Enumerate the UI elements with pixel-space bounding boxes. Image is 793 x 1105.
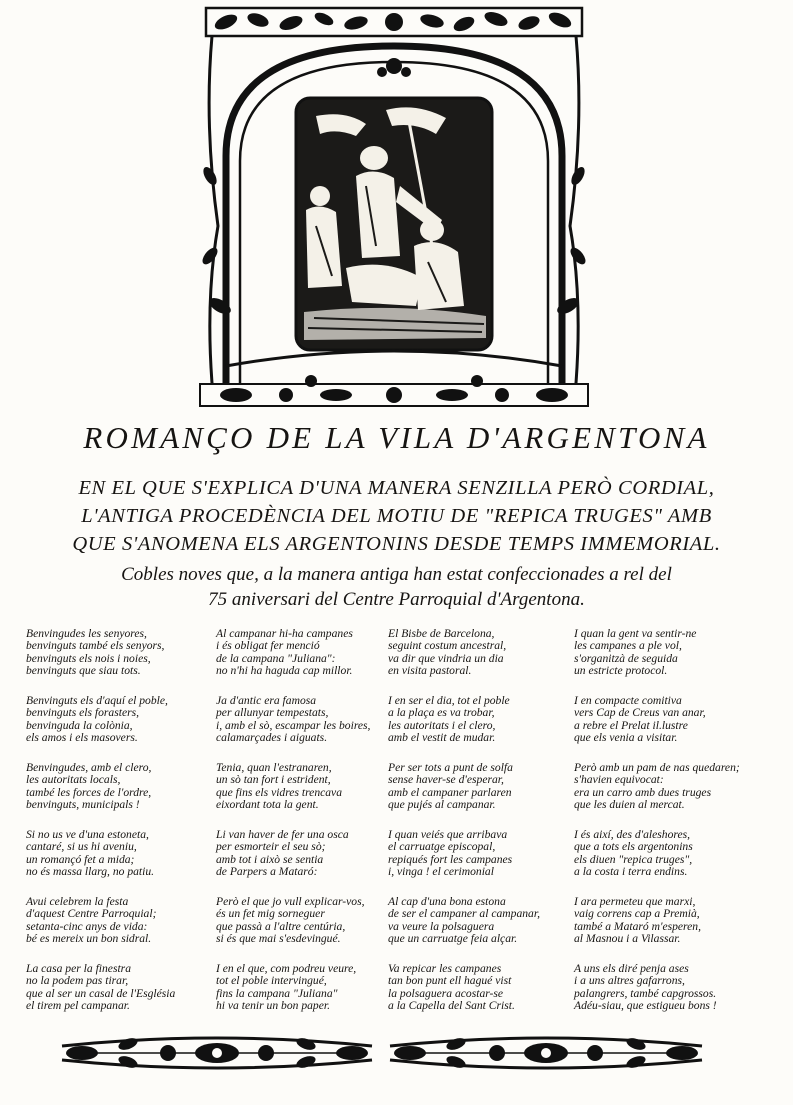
verse-line: benvinguts també els senyors, — [26, 639, 165, 653]
intro-line: 75 aniversari del Centre Parroquial d'Argentona. — [208, 589, 585, 610]
stanza — [216, 829, 406, 896]
verse-line: un estricte protocol. — [574, 663, 668, 677]
verse-line: que un carruatge feia alçar. — [388, 931, 518, 945]
verse-line: i és obligat fer menció — [216, 639, 320, 653]
stanza — [216, 628, 406, 695]
verse-line: tot el poble intervingué, — [216, 974, 327, 988]
verse-line: també les forces de l'ordre, — [26, 785, 152, 799]
verse-line: Si no us ve d'una estoneta, — [26, 828, 149, 841]
verse-line: setanta-cinc anys de vida: — [26, 919, 148, 933]
verse-line: Tenia, quan l'estranaren, — [216, 761, 332, 774]
verse-line: és un fet mig sorneguer — [216, 907, 325, 921]
verse-line: I en el que, com podreu veure, — [216, 962, 357, 975]
verse-line: si és que mai s'esdevingué. — [216, 931, 341, 945]
verse-line: que els venia a visitar. — [574, 730, 678, 744]
stanza — [388, 762, 578, 829]
verse-line: d'aquest Centre Parroquial; — [26, 907, 157, 921]
stanza — [26, 963, 216, 1030]
verse-line: benvinguts que siau tots. — [26, 663, 141, 677]
verse-line: hi va tenir un bon paper. — [216, 998, 330, 1012]
verse-line: El Bisbe de Barcelona, — [388, 627, 495, 640]
verse-line: I quan la gent va sentir-ne — [574, 627, 697, 640]
verse-line: benvinguts els nois i noies, — [26, 651, 151, 665]
subtitle-line: QUE S'ANOMENA ELS ARGENTONINS DESDE TEMPS IMMEMORIAL. — [72, 533, 721, 555]
verse-line: s'organitzà de seguida — [574, 651, 678, 665]
intro-line: Cobles noves que, a la manera antiga han estat confeccionades a rel del — [121, 564, 672, 585]
verse-line: no la podem pas tirar, — [26, 974, 129, 988]
stanza — [574, 829, 764, 896]
verse-line: no n'hi ha haguda cap millor. — [216, 663, 353, 677]
woodcut-illustration-frame — [196, 6, 592, 410]
intro-text — [30, 562, 763, 612]
stanza — [26, 762, 216, 829]
verse-column — [388, 628, 578, 1030]
subtitle — [30, 474, 763, 558]
verse-line: que passà a l'altre centúria, — [216, 919, 346, 933]
verse-line: de la campana "Juliana": — [216, 651, 336, 665]
verse-line: la polsaguera acostar-se — [388, 986, 504, 1000]
verse-line: sense haver-se d'esperar, — [388, 773, 504, 787]
subtitle-line: L'ANTIGA PROCEDÈNCIA DEL MOTIU DE "REPICA TRUGES" AMB — [81, 505, 712, 527]
verse-line: I en compacte comitiva — [574, 694, 682, 707]
verse-line: bé es mereix un bon sidral. — [26, 931, 152, 945]
verse-line: que les duien al mercat. — [574, 797, 685, 811]
verse-line: Li van haver de fer una osca — [216, 828, 349, 841]
verse-line: amb el vestit de mudar. — [388, 730, 496, 744]
verse-line: a la Capella del Sant Crist. — [388, 998, 515, 1012]
verse-line: eixordant tota la gent. — [216, 797, 319, 811]
verse-line: també a Mataró m'esperen, — [574, 919, 701, 933]
verse-line: Per ser tots a punt de solfa — [388, 761, 513, 774]
verse-line: seguint costum ancestral, — [388, 639, 507, 653]
verse-line: al Masnou i a Vilassar. — [574, 931, 681, 945]
verse-line: i a uns altres gafarrons, — [574, 974, 685, 988]
verse-line: La casa per la finestra — [26, 962, 131, 975]
verse-line: A uns els diré penja ases — [574, 962, 689, 975]
verse-line: el carruatge episcopal, — [388, 840, 496, 854]
verse-line: tan bon punt ell hagué vist — [388, 974, 512, 988]
verse-line: que al ser un casal de l'Església — [26, 986, 176, 1000]
stanza — [574, 695, 764, 762]
verse-line: i, vinga ! el cerimonial — [388, 864, 494, 878]
verse-line: va veure la polsaguera — [388, 919, 495, 933]
verse-line: Però amb un pam de nas quedaren; — [574, 761, 740, 774]
subtitle-line: EN EL QUE S'EXPLICA D'UNA MANERA SENZILLA PERÒ CORDIAL, — [78, 477, 715, 499]
verse-line: i, amb el sò, escampar les boires, — [216, 718, 371, 732]
verse-line: amb el campaner parlaren — [388, 785, 512, 799]
verse-line: Benvingudes les senyores, — [26, 627, 147, 640]
verse-column — [574, 628, 764, 1030]
verse-line: a la plaça es va trobar, — [388, 706, 495, 720]
verse-line: I en ser el dia, tot el poble — [388, 694, 510, 707]
verse-line: que a tots els argentonins — [574, 840, 693, 854]
verse-line: els amos i els masovers. — [26, 730, 138, 744]
verse-line: Però el que jo vull explicar-vos, — [216, 895, 365, 908]
verse-line: Ja d'antic era famosa — [216, 694, 317, 707]
verse-line: Va repicar les campanes — [388, 962, 502, 975]
verse-line: les autoritats locals, — [26, 773, 121, 787]
verse-line: per esmorteir el seu sò; — [216, 840, 326, 854]
stanza — [574, 963, 764, 1030]
stanza — [216, 695, 406, 762]
stanza — [26, 829, 216, 896]
stanza — [388, 628, 578, 695]
verse-line: benvinguts, municipals ! — [26, 797, 140, 811]
stanza — [388, 896, 578, 963]
stanza — [574, 762, 764, 829]
stanza — [26, 896, 216, 963]
verse-line: I ara permeteu que marxi, — [574, 895, 696, 908]
verse-line: I quan veiés que arribava — [388, 828, 508, 841]
verse-line: benvinguts els forasters, — [26, 706, 140, 720]
verse-line: repiqués fort les campanes — [388, 852, 513, 866]
verse-line: Benvinguts els d'aquí el poble, — [26, 694, 168, 707]
verse-line: benvinguda la colònia, — [26, 718, 133, 732]
verse-line: per allunyar tempestats, — [216, 706, 329, 720]
stanza — [388, 963, 578, 1030]
verse-line: de Parpers a Mataró: — [216, 864, 318, 878]
verse-line: un sò tan fort i estrident, — [216, 773, 331, 787]
verse-line: vers Cap de Creus van anar, — [574, 706, 706, 720]
verse-line: en visita pastoral. — [388, 663, 472, 677]
verse-line: les campanes a ple vol, — [574, 639, 682, 653]
stanza — [26, 628, 216, 695]
verse-line: calamarçades i aiguats. — [216, 730, 328, 744]
verse-columns — [26, 628, 771, 1020]
verse-line: els diuen "repica truges", — [574, 852, 693, 866]
verse-line: va dir que vindria un dia — [388, 651, 504, 665]
stanza — [574, 628, 764, 695]
stanza — [216, 762, 406, 829]
verse-line: de ser el campaner al campanar, — [388, 907, 540, 921]
verse-column — [216, 628, 406, 1030]
bottom-ornament-left — [58, 1026, 376, 1080]
verse-line: el tirem pel campanar. — [26, 998, 130, 1012]
verse-line: que fins els vidres trencava — [216, 785, 342, 799]
verse-line: Al cap d'una bona estona — [388, 895, 506, 908]
verse-line: I és així, des d'aleshores, — [574, 828, 691, 841]
verse-line: fins la campana "Juliana" — [216, 986, 338, 1000]
verse-column — [26, 628, 216, 1030]
stanza — [388, 829, 578, 896]
verse-line: que pujés al campanar. — [388, 797, 496, 811]
verse-line: palangrers, també capgrossos. — [574, 986, 717, 1000]
verse-line: cantaré, si us hi aveniu, — [26, 840, 137, 854]
verse-line: Avui celebrem la festa — [26, 895, 129, 908]
verse-line: Al campanar hi-ha campanes — [216, 627, 353, 640]
page-title: ROMANÇO DE LA VILA D'ARGENTONA — [83, 420, 710, 455]
verse-line: les autoritats i el clero, — [388, 718, 496, 732]
verse-line: no és massa llarg, no patiu. — [26, 864, 155, 878]
stanza — [574, 896, 764, 963]
verse-line: a rebre el Prelat il.lustre — [574, 718, 688, 732]
stanza — [216, 896, 406, 963]
verse-line: vaig correns cap a Premià, — [574, 907, 700, 921]
bottom-ornament-right — [386, 1026, 706, 1080]
stanza — [216, 963, 406, 1030]
verse-line: s'havien equivocat: — [574, 773, 664, 787]
verse-line: era un carro amb dues truges — [574, 785, 712, 799]
stanza — [388, 695, 578, 762]
verse-line: Benvingudes, amb el clero, — [26, 761, 152, 774]
verse-line: un romançó fet a mida; — [26, 852, 135, 866]
verse-line: amb tot i això se sentia — [216, 852, 324, 866]
verse-line: Adéu-siau, que estigueu bons ! — [574, 998, 717, 1012]
verse-line: a la costa i terra endins. — [574, 864, 688, 878]
stanza — [26, 695, 216, 762]
